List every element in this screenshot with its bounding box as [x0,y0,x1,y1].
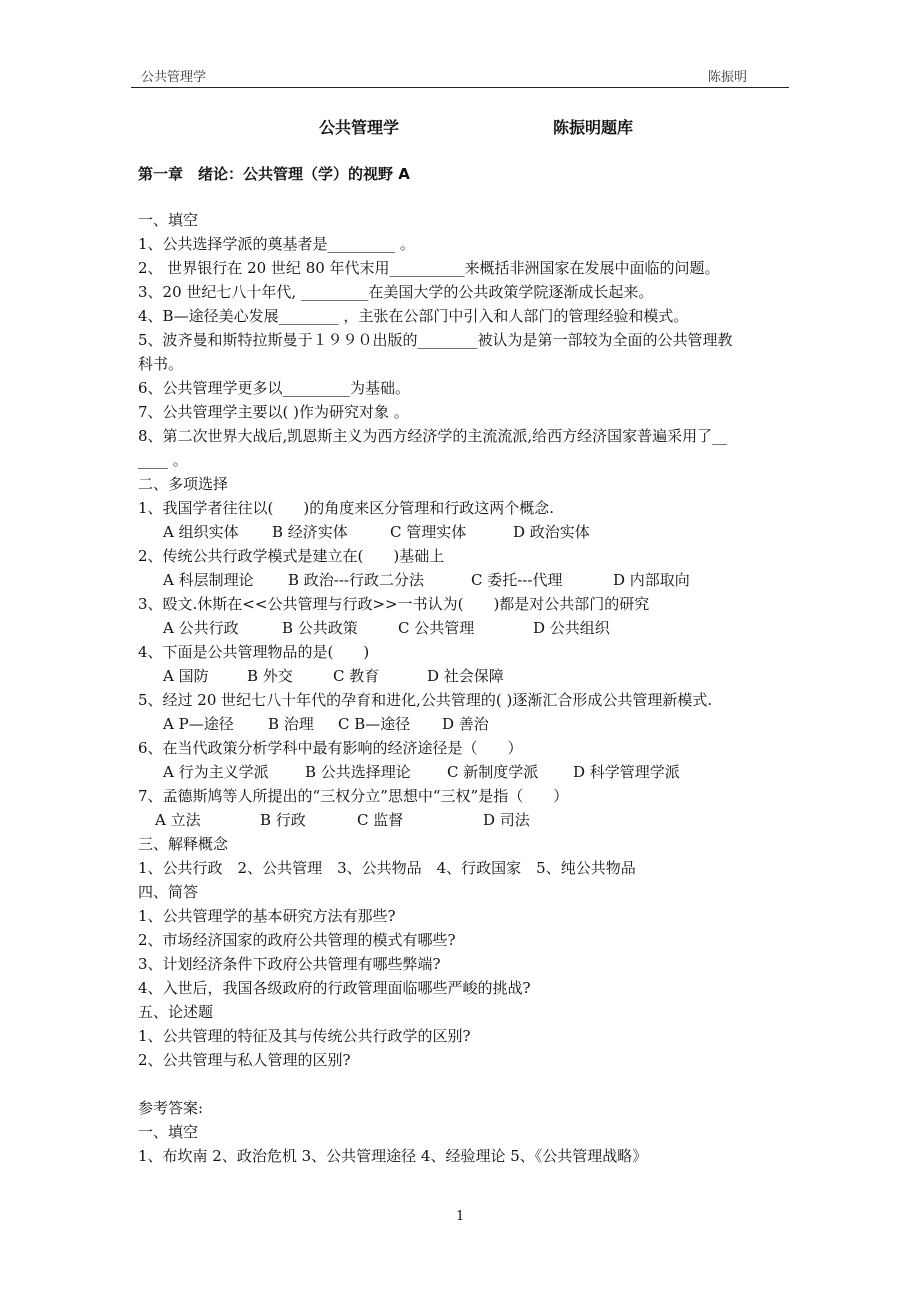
section-heading-essay: 五、论述题 [138,1003,214,1021]
essay-q2: 2、公共管理与私人管理的区别? [138,1051,351,1069]
mc-q6-option-d: D 科学管理学派 [573,763,680,781]
mc-q7-option-c: C 监督 [357,811,404,829]
mc-q4-option-d: D 社会保障 [427,667,504,685]
mc-q2-option-c: C 委托---代理 [471,571,563,589]
fill-blank-q6: 6、公共管理学更多以_________为基础。 [138,379,411,397]
mc-q3-option-d: D 公共组织 [533,619,610,637]
section-heading-short-answer: 四、简答 [138,883,199,901]
answers-fill-blank-line: 1、布坎南 2、政治危机 3、公共管理途径 4、经验理论 5、《公共管理战略》 [138,1147,648,1165]
mc-q5-option-d: D 善治 [442,715,489,733]
doc-title: 公共管理学 [319,118,400,137]
mc-q3-option-a: A 公共行政 [163,619,239,637]
fill-blank-q8: 8、第二次世界大战后,凯恩斯主义为西方经济学的主流流派,给西方经济国家普遍采用了__ [138,427,728,445]
header-rule [131,87,789,88]
fill-blank-q3: 3、20 世纪七八十年代, _________在美国大学的公共政策学院逐渐成长起来。 [138,283,654,301]
fill-blank-q2: 2、 世界银行在 20 世纪 80 年代末用__________来概括非洲国家在发展中面临的问题。 [138,259,720,277]
section-heading-fill-blank: 一、填空 [138,211,199,229]
section-heading-concepts: 三、解释概念 [138,835,229,853]
mc-q6-option-b: B 公共选择理论 [305,763,411,781]
mc-q7-option-a: A 立法 [155,811,201,829]
mc-q5-option-a: A P—途径 [163,715,234,733]
fill-blank-q5-cont: 科书。 [138,355,184,373]
mc-q6-stem: 6、在当代政策分析学科中最有影响的经济途径是（ ） [138,739,523,757]
mc-q3-stem: 3、殴文.休斯在<<公共管理与行政>>一书认为( )都是对公共部门的研究 [138,595,650,613]
fill-blank-q8-cont: ____ 。 [138,451,188,469]
chapter-title: 第一章 绪论：公共管理（学）的视野 A [138,165,410,183]
fill-blank-q5: 5、波齐曼和斯特拉斯曼于１９９０出版的________被认为是第一部较为全面的公共管理教 [138,331,733,349]
concepts-list: 1、公共行政 2、公共管理 3、公共物品 4、行政国家 5、纯公共物品 [138,859,636,877]
mc-q1-option-c: C 管理实体 [390,523,467,541]
short-answer-q2: 2、市场经济国家的政府公共管理的模式有哪些? [138,931,456,949]
mc-q1-option-b: B 经济实体 [272,523,348,541]
mc-q1-option-a: A 组织实体 [163,523,239,541]
section-heading-multiple-choice: 二、多项选择 [138,475,229,493]
mc-q2-option-b: B 政治---行政二分法 [288,571,424,589]
mc-q4-stem: 4、下面是公共管理物品的是( ) [138,643,370,661]
mc-q7-option-d: D 司法 [483,811,530,829]
answers-heading: 参考答案: [138,1099,204,1117]
mc-q3-option-c: C 公共管理 [398,619,475,637]
page-number: 1 [456,1209,465,1224]
mc-q6-option-a: A 行为主义学派 [163,763,269,781]
essay-q1: 1、公共管理的特征及其与传统公共行政学的区别? [138,1027,471,1045]
fill-blank-q7: 7、公共管理学主要以( )作为研究对象 。 [138,403,409,421]
short-answer-q4: 4、入世后，我国各级政府的行政管理面临哪些严峻的挑战? [138,979,531,997]
short-answer-q3: 3、计划经济条件下政府公共管理有哪些弊端? [138,955,441,973]
mc-q3-option-b: B 公共政策 [282,619,358,637]
header-right: 陈振明 [708,70,748,85]
mc-q5-option-c: C B—途径 [338,715,411,733]
mc-q7-option-b: B 行政 [260,811,306,829]
mc-q1-stem: 1、我国学者往往以( )的角度来区分管理和行政这两个概念. [138,499,555,517]
mc-q7-stem: 7、孟德斯鸠等人所提出的“三权分立”思想中“三权”是指（ ） [138,787,569,805]
mc-q5-stem: 5、经过 20 世纪七八十年代的孕育和进化,公共管理的( )逐渐汇合形成公共管理新模式. [138,691,713,709]
mc-q1-option-d: D 政治实体 [513,523,590,541]
mc-q2-option-a: A 科层制理论 [163,571,254,589]
mc-q2-option-d: D 内部取向 [613,571,690,589]
mc-q4-option-c: C 教育 [333,667,380,685]
mc-q5-option-b: B 治理 [268,715,314,733]
short-answer-q1: 1、公共管理学的基本研究方法有那些? [138,907,396,925]
mc-q2-stem: 2、传统公共行政学模式是建立在( )基础上 [138,547,445,565]
answers-fill-blank-heading: 一、填空 [138,1123,199,1141]
mc-q6-option-c: C 新制度学派 [447,763,539,781]
mc-q4-option-b: B 外交 [247,667,293,685]
mc-q4-option-a: A 国防 [163,667,209,685]
fill-blank-q1: 1、公共选择学派的奠基者是_________ 。 [138,235,415,253]
fill-blank-q4: 4、B—途径美心发展________ ，主张在公部门中引入和人部门的管理经验和模式。 [138,307,689,325]
doc-subtitle: 陈振明题库 [553,118,634,137]
header-left: 公共管理学 [141,70,207,85]
